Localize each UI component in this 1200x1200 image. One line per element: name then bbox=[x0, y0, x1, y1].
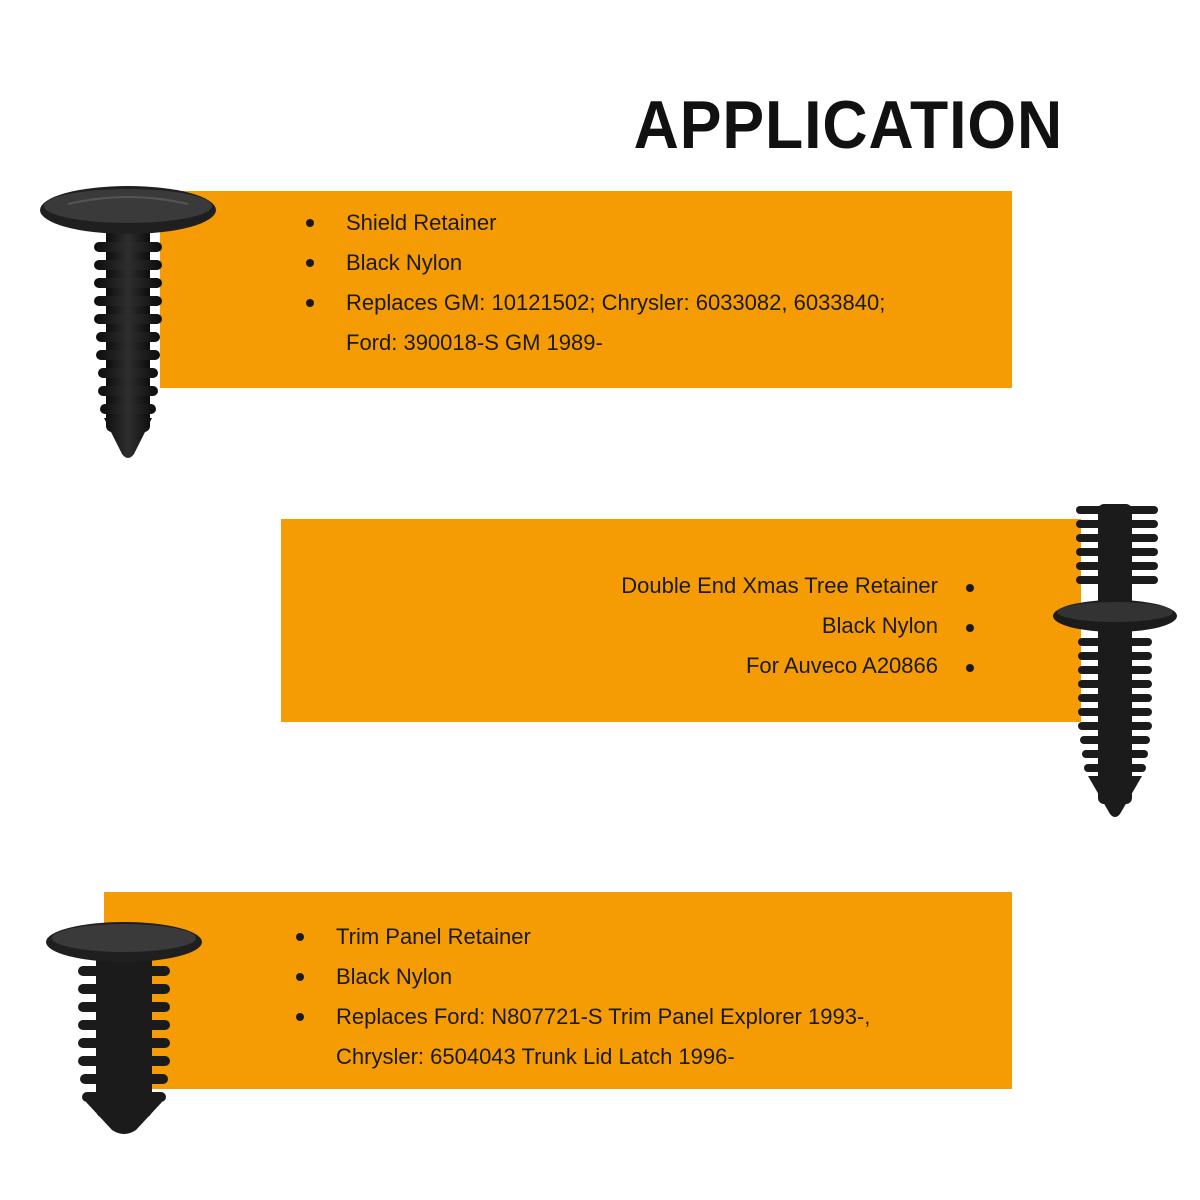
page-title: APPLICATION bbox=[633, 87, 1064, 163]
spec-list bbox=[346, 203, 986, 363]
spec-text: Chrysler: 6504043 Trunk Lid Latch 1996- bbox=[336, 1044, 735, 1069]
spec-text: Trim Panel Retainer bbox=[336, 924, 531, 949]
list-item-continuation bbox=[336, 1037, 986, 1077]
spec-text: Replaces Ford: N807721-S Trim Panel Explorer 1993-, bbox=[336, 1004, 871, 1029]
trim-panel-retainer-icon bbox=[44, 918, 204, 1138]
spec-list bbox=[621, 566, 938, 686]
bullet-icon bbox=[296, 933, 304, 941]
spec-text: For Auveco A20866 bbox=[745, 653, 938, 678]
spec-text: Black Nylon bbox=[336, 964, 453, 989]
spec-list bbox=[336, 917, 986, 1077]
bullet-icon bbox=[296, 973, 304, 981]
bullet-icon bbox=[966, 664, 974, 672]
application-panel-trim-panel-retainer bbox=[104, 892, 1012, 1089]
spec-text: Shield Retainer bbox=[346, 210, 497, 235]
list-item bbox=[346, 203, 986, 243]
bullet-icon bbox=[306, 299, 314, 307]
list-item bbox=[346, 243, 986, 283]
bullet-icon bbox=[966, 624, 974, 632]
spec-text: Replaces GM: 10121502; Chrysler: 6033082, 6033840; bbox=[346, 290, 886, 315]
spec-text: Black Nylon bbox=[346, 250, 463, 275]
spec-text: Double End Xmas Tree Retainer bbox=[621, 573, 938, 598]
list-item-continuation bbox=[346, 323, 986, 363]
bullet-icon bbox=[966, 584, 974, 592]
list-item bbox=[621, 606, 938, 646]
list-item bbox=[621, 646, 938, 686]
list-item bbox=[336, 917, 986, 957]
bullet-icon bbox=[306, 219, 314, 227]
double-end-xmas-tree-retainer-icon bbox=[1050, 500, 1180, 820]
list-item bbox=[336, 997, 986, 1037]
list-item bbox=[336, 957, 986, 997]
list-item bbox=[621, 566, 938, 606]
bullet-icon bbox=[296, 1013, 304, 1021]
spec-text: Ford: 390018-S GM 1989- bbox=[346, 330, 603, 355]
application-panel-shield-retainer bbox=[160, 191, 1012, 388]
bullet-icon bbox=[306, 259, 314, 267]
application-panel-xmas-tree-retainer bbox=[281, 519, 1081, 722]
spec-text: Black Nylon bbox=[821, 613, 938, 638]
shield-retainer-icon bbox=[38, 182, 218, 462]
list-item bbox=[346, 283, 986, 323]
